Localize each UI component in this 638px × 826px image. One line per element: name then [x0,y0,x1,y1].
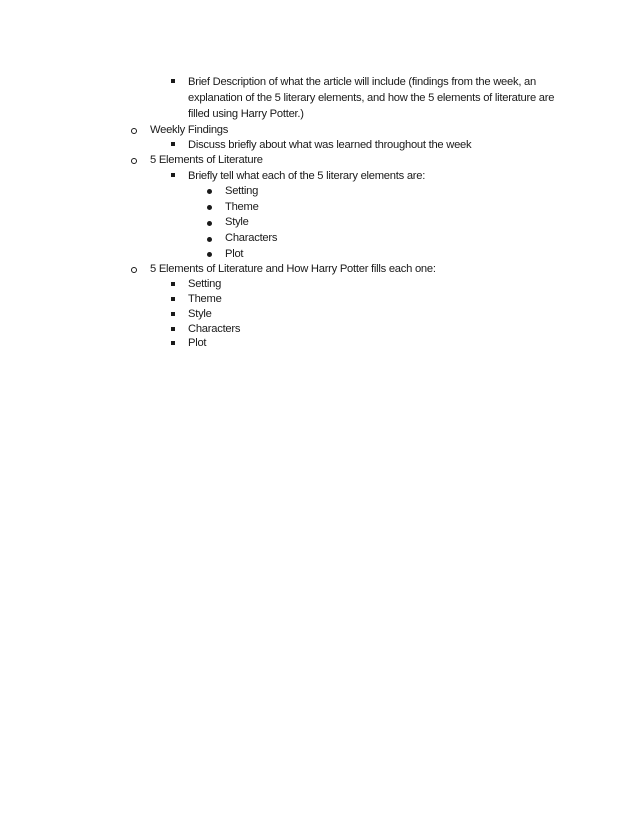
round-bullet-icon [207,205,212,210]
elements-item: Briefly tell what each of the 5 literary elements are: [188,170,426,182]
square-bullet-icon [171,341,175,345]
square-bullet-icon [171,282,175,286]
square-bullet-icon [171,312,175,316]
weekly-findings-item: Discuss briefly about what was learned throughout the week [188,139,472,151]
circle-bullet-icon [131,267,137,273]
intro-line-3: filled using Harry Potter.) [188,108,304,120]
intro-line-1: Brief Description of what the article will include (findings from the week, an [188,76,536,88]
square-bullet-icon [171,173,175,177]
square-bullet-icon [171,297,175,301]
harry-potter-item-theme: Theme [188,293,222,305]
elements-bullet-characters: Characters [225,232,278,244]
round-bullet-icon [207,237,212,242]
round-bullet-icon [207,252,212,257]
elements-bullet-plot: Plot [225,248,244,260]
square-bullet-icon [171,142,175,146]
harry-potter-item-plot: Plot [188,337,207,349]
square-bullet-icon [171,79,175,83]
round-bullet-icon [207,189,212,194]
harry-potter-item-characters: Characters [188,323,241,335]
circle-bullet-icon [131,158,137,164]
elements-bullet-setting: Setting [225,185,259,197]
harry-potter-item-setting: Setting [188,278,222,290]
weekly-findings-heading: Weekly Findings [150,124,229,136]
elements-bullet-style: Style [225,216,249,228]
circle-bullet-icon [131,128,137,134]
round-bullet-icon [207,221,212,226]
elements-bullet-theme: Theme [225,201,259,213]
elements-heading: 5 Elements of Literature [150,154,263,166]
harry-potter-item-style: Style [188,308,212,320]
harry-potter-heading: 5 Elements of Literature and How Harry Potter fills each one: [150,263,436,275]
intro-line-2: explanation of the 5 literary elements, and how the 5 elements of literature are [188,92,555,104]
square-bullet-icon [171,327,175,331]
